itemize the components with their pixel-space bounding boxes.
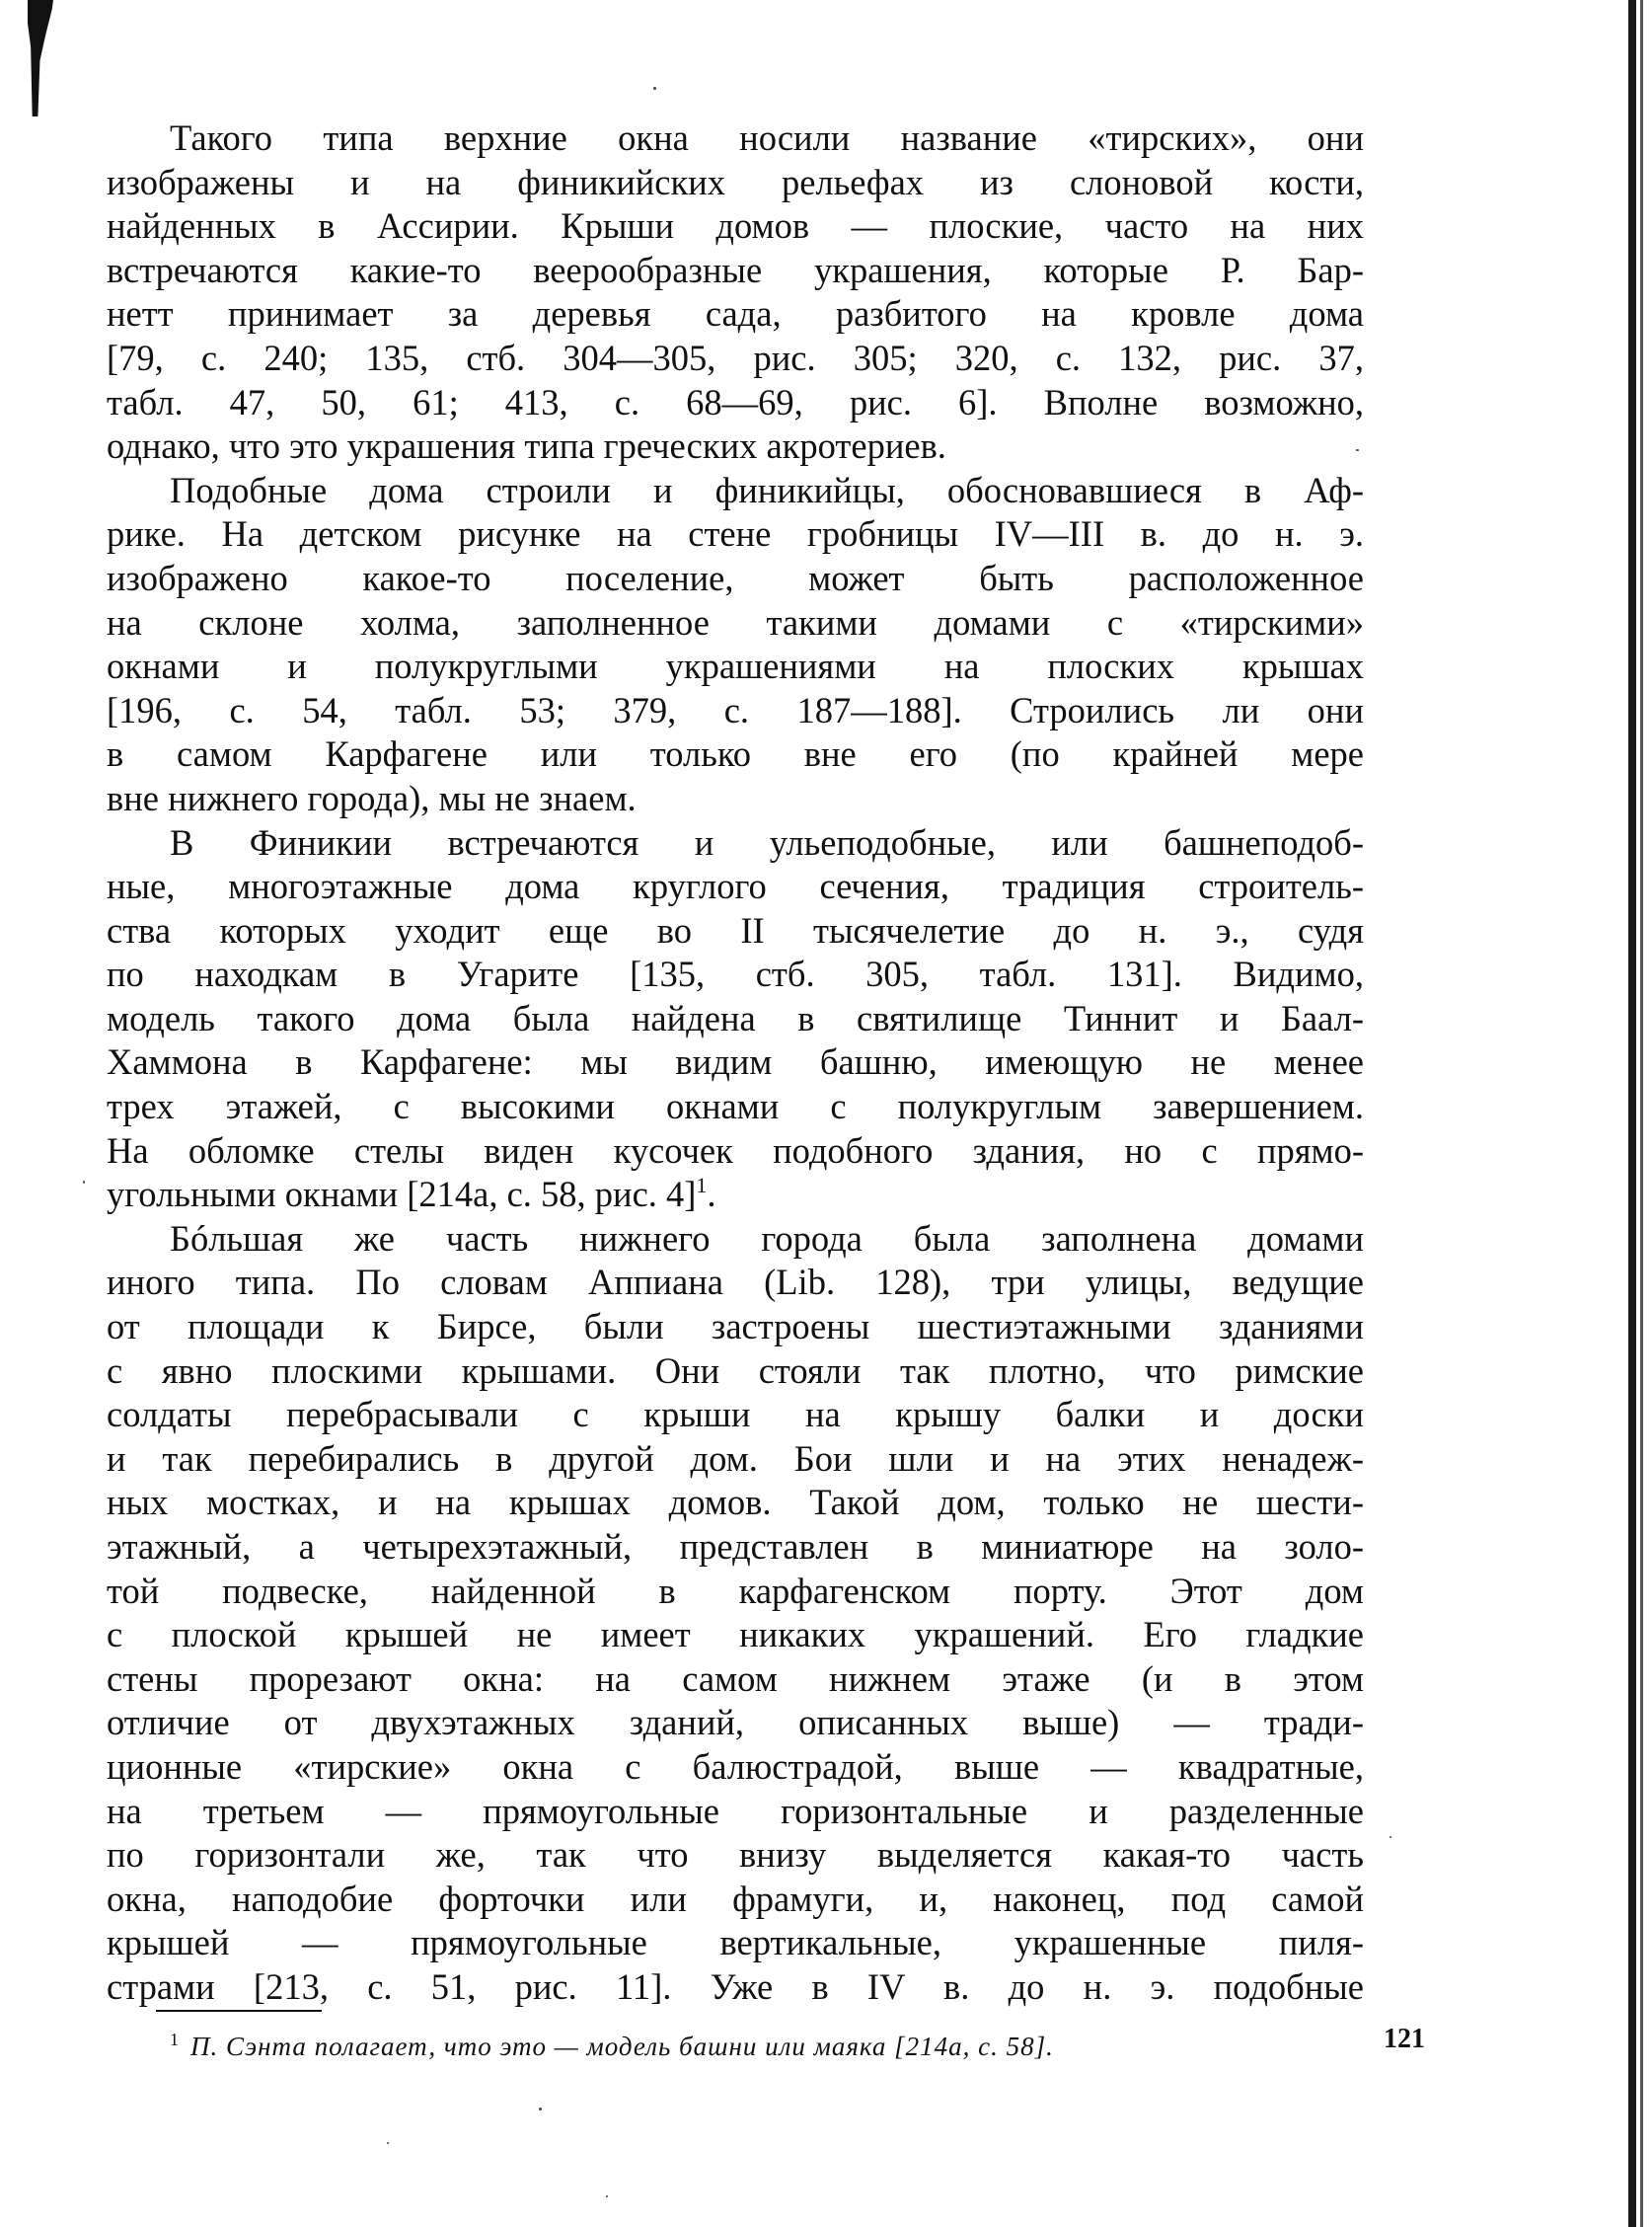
paragraph xyxy=(107,469,1364,821)
text-line: встречаются какие-то веерообразные украшения, которые Р. Бар- xyxy=(107,249,1364,290)
text-line: однако, что это украшения типа греческих акротериев. xyxy=(107,425,946,467)
scan-edge-mark xyxy=(28,0,53,116)
text-line: изображено какое-то поселение, может быть расположенное xyxy=(107,557,1364,598)
footnote-number: 1 xyxy=(170,2030,179,2049)
text-line: [79, с. 240; 135, стб. 304—305, рис. 305; 320, с. 132, рис. 37, xyxy=(107,337,1364,378)
text-line: ционные «тирские» окна с балюстрадой, выше — квадратные, xyxy=(107,1745,1364,1787)
paragraph xyxy=(107,1217,1364,2010)
footnote-separator xyxy=(156,2010,322,2012)
scan-speck xyxy=(387,2142,389,2144)
paragraph xyxy=(107,821,1364,1217)
scan-speck xyxy=(1389,1836,1391,1838)
text-line: На обломке стелы виден кусочек подобного здания, но с прямо- xyxy=(107,1129,1364,1171)
text-line: рике. На детском рисунке на стене гробницы IV—III в. до н. э. xyxy=(107,513,1364,555)
text-line: в самом Карфагене или только вне его (по крайней мере xyxy=(107,733,1364,775)
text-line: модель такого дома была найдена в святилище Тиннит и Баал- xyxy=(107,997,1364,1038)
text-line: вне нижнего города), мы не знаем. xyxy=(107,777,637,818)
text-line-content: угольными окнами [214а, с. 58, рис. 4] xyxy=(107,1174,697,1215)
text-line: табл. 47, 50, 61; 413, с. 68—69, рис. 6]. Вполне возможно, xyxy=(107,381,1364,422)
text-line: Такого типа верхние окна носили название «тирских», они xyxy=(170,117,1364,158)
text-line: ных мостках, и на крышах домов. Такой дом, только не шести- xyxy=(107,1482,1364,1523)
text-line: [196, с. 54, табл. 53; 379, с. 187—188]. Строились ли они xyxy=(107,689,1364,730)
text-line: от площади к Бирсе, были застроены шестиэтажными зданиями xyxy=(107,1306,1364,1347)
text-line: Хаммона в Карфагене: мы видим башню, имеющую не менее xyxy=(107,1041,1364,1083)
footnote-reference[interactable]: 1 xyxy=(696,1173,708,1198)
text-line: солдаты перебрасывали с крыши на крышу балки и доски xyxy=(107,1394,1364,1435)
text-line: страми [213, с. 51, рис. 11]. Уже в IV в. до н. э. подобные xyxy=(107,1965,1364,2007)
text-line: стены прорезают окна: на самом нижнем этаже (и в этом xyxy=(107,1657,1364,1699)
paragraph xyxy=(107,116,1364,469)
scan-speck xyxy=(606,2195,608,2197)
text-line: с плоской крышей не имеет никаких украшений. Его гладкие xyxy=(107,1614,1364,1655)
scan-binding-edge xyxy=(1628,0,1636,2227)
page-number: 121 xyxy=(1384,2024,1425,2054)
text-line: той подвеске, найденной в карфагенском порту. Этот дом xyxy=(107,1570,1364,1611)
text-line: этажный, а четырехэтажный, представлен в миниатюре на золо- xyxy=(107,1526,1364,1567)
text-line: Бóльшая же часть нижнего города была заполнена домами xyxy=(170,1217,1364,1259)
scan-speck xyxy=(539,2108,542,2111)
text-line: по находкам в Угарите [135, стб. 305, табл. 131]. Видимо, xyxy=(107,954,1364,995)
text-line: и так перебирались в другой дом. Бои шли и на этих ненадеж- xyxy=(107,1437,1364,1479)
text-line: Подобные дома строили и финикийцы, обосновавшиеся в Аф- xyxy=(170,469,1364,510)
text-line: нетт принимает за деревья сада, разбитого на кровле дома xyxy=(107,293,1364,335)
text-line: крышей — прямоугольные вертикальные, украшенные пиля- xyxy=(107,1922,1364,1963)
text-line: В Финикии встречаются и ульеподобные, или башнеподоб- xyxy=(170,821,1364,863)
text-line: окнами и полукруглыми украшениями на плоских крышах xyxy=(107,646,1364,687)
text-line: иного типа. По словам Аппиана (Lib. 128), три улицы, ведущие xyxy=(107,1262,1364,1303)
scan-speck xyxy=(1356,449,1359,451)
text-line: найденных в Ассирии. Крыши домов — плоские, часто на них xyxy=(107,205,1364,247)
text-line: изображены и на финикийских рельефах из слоновой кости, xyxy=(107,161,1364,202)
scan-speck xyxy=(83,1181,85,1184)
text-line: с явно плоскими крышами. Они стояли так плотно, что римские xyxy=(107,1349,1364,1391)
sentence-end: . xyxy=(707,1174,716,1215)
footnote xyxy=(170,2022,1423,2064)
text-line: окна, наподобие форточки или фрамуги, и, наконец, под самой xyxy=(107,1878,1364,1919)
text-line: на склоне холма, заполненное такими домами с «тирскими» xyxy=(107,601,1364,643)
scan-binding-edge-inner xyxy=(1640,0,1643,2227)
text-line: ные, многоэтажные дома круглого сечения, традиция строитель- xyxy=(107,866,1364,907)
text-line: трех этажей, с высокими окнами с полукруглым завершением. xyxy=(107,1086,1364,1127)
text-line: отличие от двухэтажных зданий, описанных выше) — тради- xyxy=(107,1702,1364,1743)
text-line xyxy=(107,1173,1364,1217)
footnote-text: П. Сэнта полагает, что это — модель башни или маяка [214а, с. 58]. xyxy=(190,2032,1054,2061)
text-line: ства которых уходит еще во II тысячелетие до н. э., судя xyxy=(107,909,1364,951)
scan-speck xyxy=(653,87,656,90)
text-line: на третьем — прямоугольные горизонтальные и разделенные xyxy=(107,1790,1364,1831)
text-line: по горизонтали же, так что внизу выделяется какая-то часть xyxy=(107,1834,1364,1876)
body-text xyxy=(107,116,1364,2010)
